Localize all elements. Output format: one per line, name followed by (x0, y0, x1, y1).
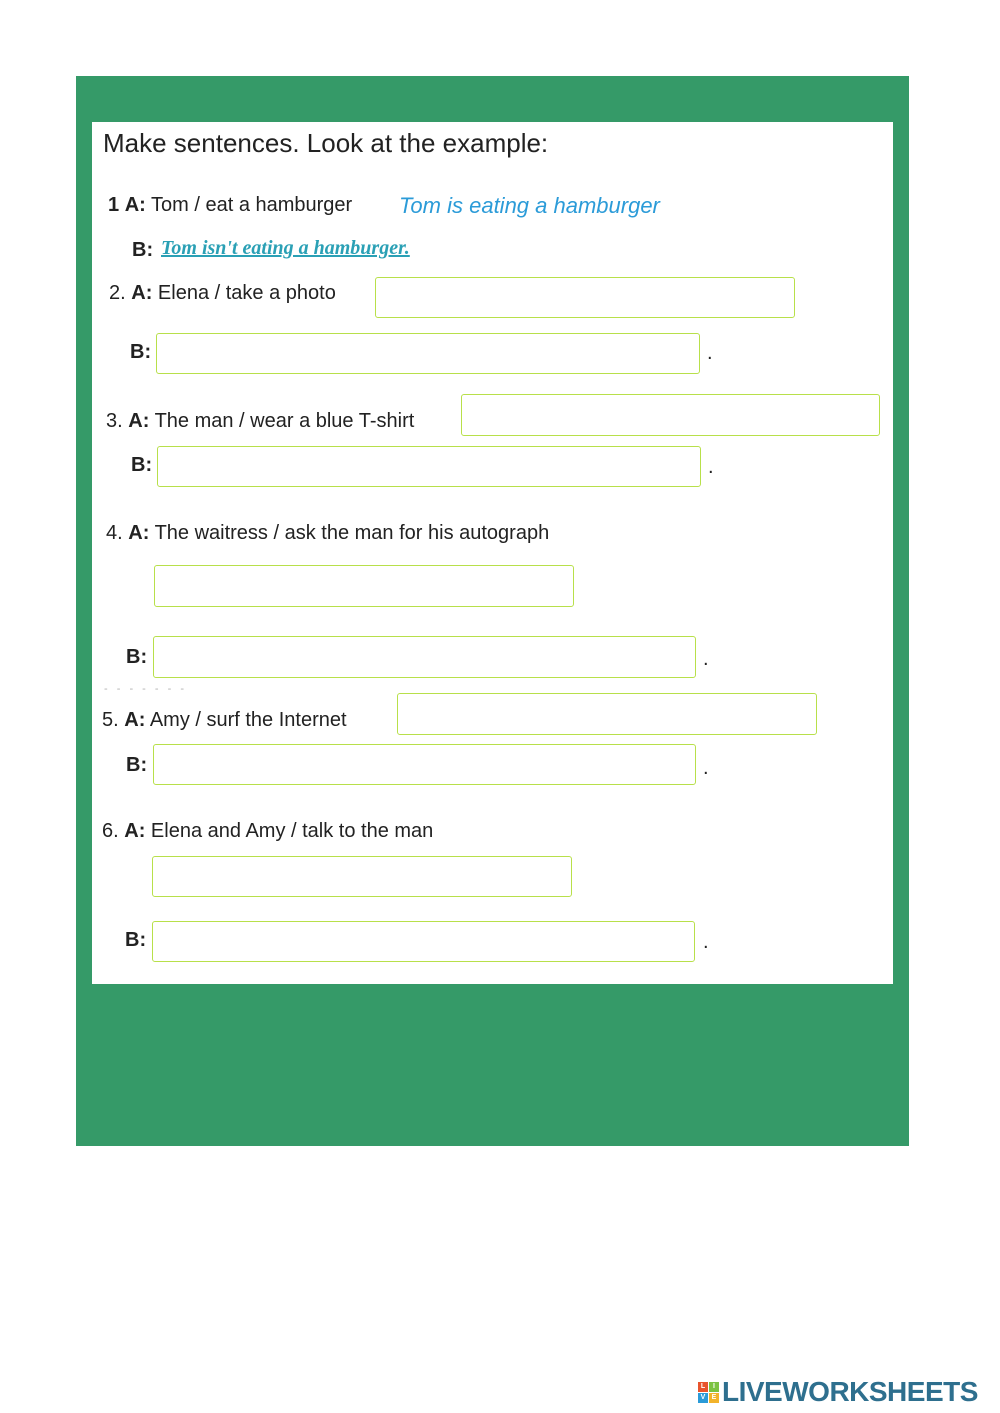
question-2-number: 2. (109, 282, 126, 304)
question-4-a-label: A: (128, 522, 150, 544)
question-5-a-input[interactable] (397, 693, 817, 735)
question-2-period: . (707, 342, 713, 364)
question-2-b-input[interactable] (156, 333, 700, 374)
question-4-period: . (703, 648, 709, 670)
logo-text: LIVEWORKSHEETS (722, 1376, 978, 1407)
question-5-b-input[interactable] (153, 744, 696, 785)
logo-mark-letter-v: V (698, 1393, 708, 1403)
liveworksheets-logo (698, 1377, 978, 1407)
question-5-prompt: Amy / surf the Internet (149, 709, 347, 731)
question-6-prompt: Elena and Amy / talk to the man (150, 820, 434, 842)
question-4-b-input[interactable] (153, 636, 696, 678)
example-b-answer: Tom isn't eating a hamburger. (161, 237, 410, 259)
question-4-a-line (106, 522, 549, 545)
example-a-answer: Tom is eating a hamburger (399, 193, 660, 218)
question-6-number: 6. (102, 820, 119, 842)
question-3-b-label: B: (131, 454, 153, 476)
question-6-period: . (703, 931, 709, 953)
question-3-a-line (106, 410, 414, 433)
logo-mark-letter-i: I (709, 1382, 719, 1392)
question-4-a-input[interactable] (154, 565, 574, 607)
question-4-b-label: B: (126, 646, 148, 668)
question-3-period: . (708, 456, 714, 478)
example-a-line (108, 194, 352, 217)
question-2-prompt: Elena / take a photo (157, 282, 336, 304)
question-4-prompt: The waitress / ask the man for his autograph (154, 522, 550, 544)
example-a-label: A: (124, 194, 146, 216)
faint-cut-text: - - - - - - - (104, 683, 187, 695)
question-6-a-input[interactable] (152, 856, 572, 897)
logo-mark-letter-e: E (709, 1393, 719, 1403)
question-3-a-label: A: (128, 410, 150, 432)
question-3-b-input[interactable] (157, 446, 701, 487)
question-2-a-line (109, 282, 336, 305)
question-5-a-label: A: (124, 709, 146, 731)
question-5-period: . (703, 757, 709, 779)
question-5-b-label: B: (126, 754, 148, 776)
question-6-a-label: A: (124, 820, 146, 842)
question-4-number: 4. (106, 522, 123, 544)
logo-mark-icon (698, 1382, 719, 1403)
logo-mark-letter-l: L (698, 1382, 708, 1392)
question-5-a-line (102, 709, 347, 732)
question-6-b-label: B: (125, 929, 147, 951)
example-b-label: B: (132, 239, 154, 261)
question-3-a-input[interactable] (461, 394, 880, 436)
instructions-title: Make sentences. Look at the example: (103, 128, 549, 158)
question-6-b-input[interactable] (152, 921, 695, 962)
question-5-number: 5. (102, 709, 119, 731)
question-2-b-label: B: (130, 341, 152, 363)
question-3-number: 3. (106, 410, 123, 432)
example-number: 1 (108, 194, 120, 216)
question-3-prompt: The man / wear a blue T-shirt (154, 410, 415, 432)
question-2-a-label: A: (131, 282, 153, 304)
question-6-a-line (102, 820, 433, 843)
question-2-a-input[interactable] (375, 277, 795, 318)
example-a-prompt: Tom / eat a hamburger (151, 194, 353, 216)
